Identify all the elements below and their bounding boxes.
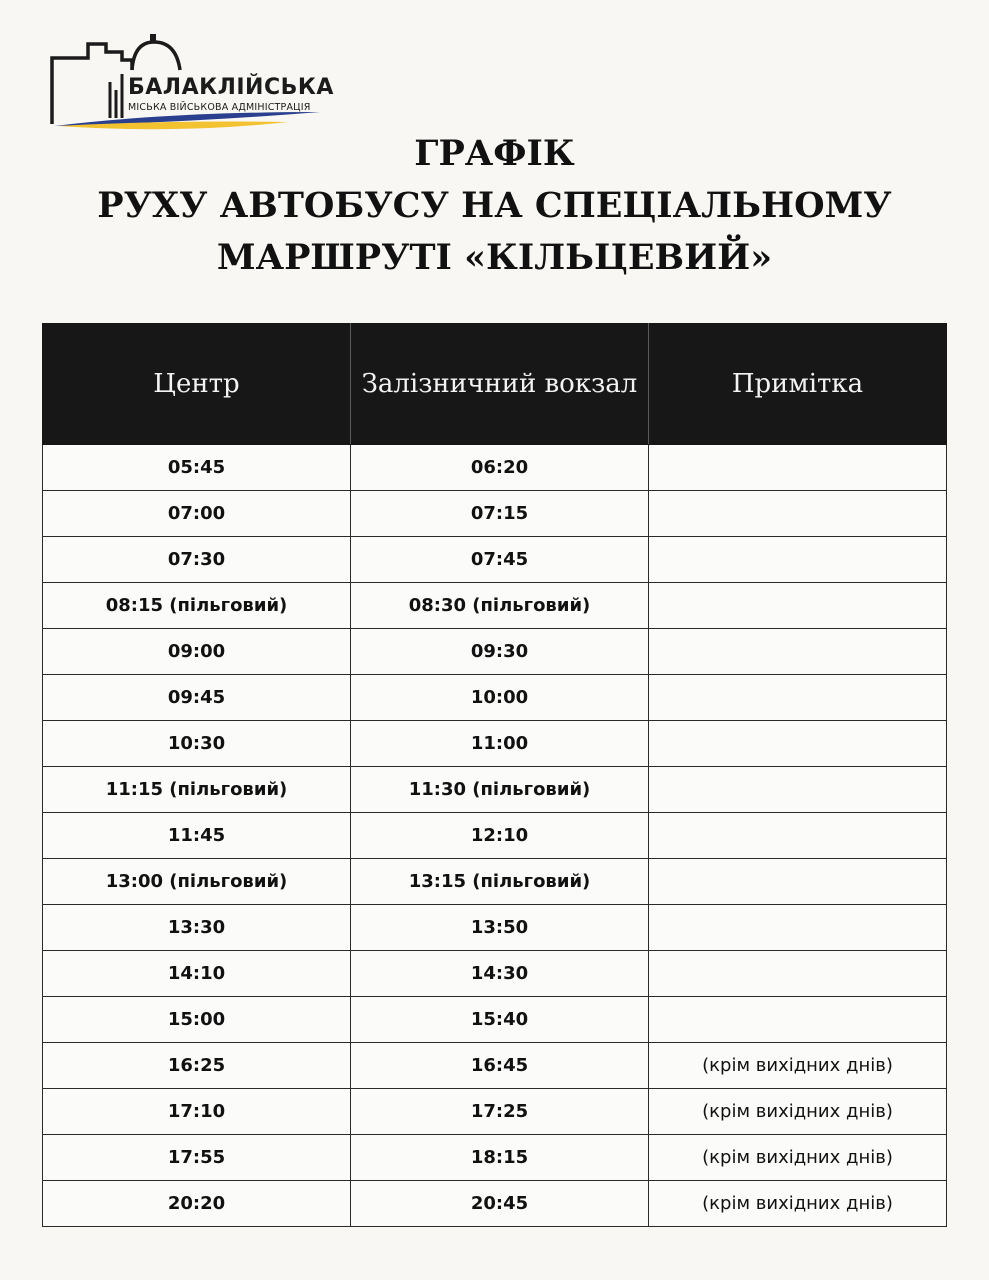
center-time-cell: 08:15 (пільговий) [43,583,351,629]
center-time-cell: 07:30 [43,537,351,583]
table-row [43,721,947,767]
station-time-cell: 08:30 (пільговий) [351,583,649,629]
header-note: Примітка [649,324,947,445]
station-time-cell: 20:45 [351,1181,649,1227]
table-row [43,859,947,905]
note-cell [649,905,947,951]
station-time-cell: 11:30 (пільговий) [351,767,649,813]
station-time-cell: 14:30 [351,951,649,997]
note-cell [649,537,947,583]
station-time-cell: 13:50 [351,905,649,951]
center-time-cell: 20:20 [43,1181,351,1227]
title-line-3: МАРШРУТІ «КІЛЬЦЕВИЙ» [216,237,773,278]
table-row [43,583,947,629]
table-row [43,675,947,721]
note-cell [649,629,947,675]
station-time-cell: 16:45 [351,1043,649,1089]
table-row [43,813,947,859]
station-time-cell: 13:15 (пільговий) [351,859,649,905]
station-time-cell: 07:15 [351,491,649,537]
center-time-cell: 14:10 [43,951,351,997]
note-cell [649,675,947,721]
note-cell [649,721,947,767]
page-title [0,128,989,284]
table-row [43,1043,947,1089]
station-time-cell: 15:40 [351,997,649,1043]
table-row [43,997,947,1043]
center-time-cell: 17:10 [43,1089,351,1135]
note-cell [649,583,947,629]
center-time-cell: 11:45 [43,813,351,859]
note-cell [649,445,947,491]
center-time-cell: 13:30 [43,905,351,951]
header-railway-station: Залізничний вокзал [351,324,649,445]
table-row [43,491,947,537]
logo [48,30,338,140]
table-row [43,1181,947,1227]
note-cell: (крім вихідних днів) [649,1089,947,1135]
station-time-cell: 06:20 [351,445,649,491]
table-body [43,445,947,1227]
station-time-cell: 07:45 [351,537,649,583]
note-cell: (крім вихідних днів) [649,1135,947,1181]
header-center: Центр [43,324,351,445]
note-cell: (крім вихідних днів) [649,1043,947,1089]
logo-subtitle: МІСЬКА ВІЙСЬКОВА АДМІНІСТРАЦІЯ [128,102,311,113]
center-time-cell: 15:00 [43,997,351,1043]
station-time-cell: 10:00 [351,675,649,721]
table-row [43,905,947,951]
note-cell: (крім вихідних днів) [649,1181,947,1227]
note-cell [649,951,947,997]
center-time-cell: 07:00 [43,491,351,537]
center-time-cell: 10:30 [43,721,351,767]
station-time-cell: 17:25 [351,1089,649,1135]
center-time-cell: 05:45 [43,445,351,491]
center-time-cell: 17:55 [43,1135,351,1181]
title-line-1: ГРАФІК [414,133,575,174]
center-time-cell: 13:00 (пільговий) [43,859,351,905]
note-cell [649,813,947,859]
table-row [43,767,947,813]
center-time-cell: 09:00 [43,629,351,675]
station-time-cell: 11:00 [351,721,649,767]
bus-schedule-table [42,323,947,1227]
note-cell [649,997,947,1043]
center-time-cell: 09:45 [43,675,351,721]
station-time-cell: 09:30 [351,629,649,675]
logo-name: БАЛАКЛІЙСЬКА [128,75,334,100]
table-row [43,537,947,583]
note-cell [649,491,947,537]
title-line-2: РУХУ АВТОБУСУ НА СПЕЦІАЛЬНОМУ [97,185,892,226]
table-row [43,1089,947,1135]
station-time-cell: 18:15 [351,1135,649,1181]
table-header [43,324,947,445]
table-row [43,629,947,675]
center-time-cell: 16:25 [43,1043,351,1089]
note-cell [649,767,947,813]
table-row [43,1135,947,1181]
note-cell [649,859,947,905]
table-row [43,951,947,997]
center-time-cell: 11:15 (пільговий) [43,767,351,813]
table-row [43,445,947,491]
station-time-cell: 12:10 [351,813,649,859]
